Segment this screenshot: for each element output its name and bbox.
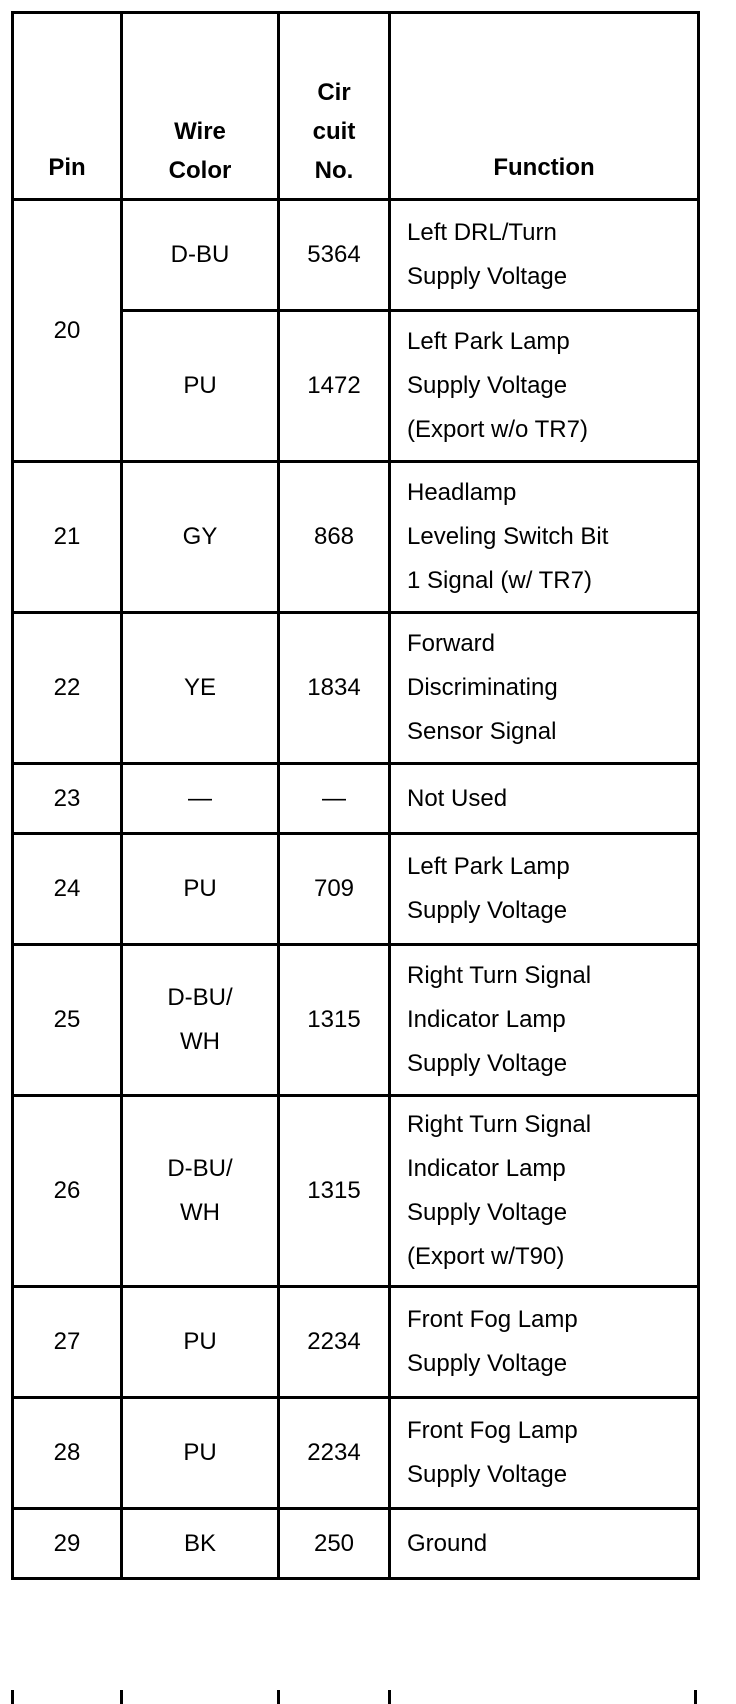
header-pin: Pin [13, 13, 122, 200]
circuit-cell: 1315 [279, 945, 390, 1096]
table-row [13, 462, 699, 613]
connector-pinout-table-wrapper [11, 11, 700, 1580]
circuit-cell: — [279, 764, 390, 834]
header-function: Function [390, 13, 699, 200]
function-cell: Right Turn Signal Indicator Lamp Supply Voltage (Export w/T90) [390, 1096, 699, 1287]
function-cell: Right Turn Signal Indicator Lamp Supply Voltage [390, 945, 699, 1096]
circuit-cell: 1315 [279, 1096, 390, 1287]
function-cell: Front Fog Lamp Supply Voltage [390, 1287, 699, 1398]
wire-color-cell: D-BU [122, 200, 279, 311]
table-row [13, 764, 699, 834]
column-line [11, 1690, 14, 1704]
table-continuation-lines [11, 1690, 697, 1704]
function-cell: Left DRL/Turn Supply Voltage [390, 200, 699, 311]
circuit-cell: 250 [279, 1509, 390, 1579]
pin-cell: 20 [13, 200, 122, 462]
circuit-cell: 2234 [279, 1398, 390, 1509]
pin-cell: 28 [13, 1398, 122, 1509]
table-row [13, 200, 699, 311]
wire-color-cell: PU [122, 311, 279, 462]
circuit-cell: 868 [279, 462, 390, 613]
function-cell: Forward Discriminating Sensor Signal [390, 613, 699, 764]
circuit-cell: 1472 [279, 311, 390, 462]
function-cell: Left Park Lamp Supply Voltage (Export w/o TR7) [390, 311, 699, 462]
connector-pinout-table [11, 11, 700, 1580]
column-line [277, 1690, 280, 1704]
circuit-cell: 5364 [279, 200, 390, 311]
function-cell: Not Used [390, 764, 699, 834]
function-cell: Left Park Lamp Supply Voltage [390, 834, 699, 945]
column-line [120, 1690, 123, 1704]
circuit-cell: 1834 [279, 613, 390, 764]
pin-cell: 25 [13, 945, 122, 1096]
wire-color-cell: D-BU/ WH [122, 945, 279, 1096]
table-row [13, 1398, 699, 1509]
table-row [13, 613, 699, 764]
header-wire-color: Wire Color [122, 13, 279, 200]
wire-color-cell: YE [122, 613, 279, 764]
pin-cell: 27 [13, 1287, 122, 1398]
pin-cell: 24 [13, 834, 122, 945]
circuit-cell: 709 [279, 834, 390, 945]
wire-color-cell: D-BU/ WH [122, 1096, 279, 1287]
table-row [13, 1096, 699, 1287]
header-row [13, 13, 699, 200]
header-circuit-no: Cir cuit No. [279, 13, 390, 200]
pin-cell: 23 [13, 764, 122, 834]
wire-color-cell: BK [122, 1509, 279, 1579]
function-cell: Front Fog Lamp Supply Voltage [390, 1398, 699, 1509]
pin-cell: 21 [13, 462, 122, 613]
table-row [13, 834, 699, 945]
table-row [13, 1287, 699, 1398]
function-cell: Headlamp Leveling Switch Bit 1 Signal (w/ TR7) [390, 462, 699, 613]
column-line [694, 1690, 697, 1704]
pin-cell: 22 [13, 613, 122, 764]
function-cell: Ground [390, 1509, 699, 1579]
column-line [388, 1690, 391, 1704]
wire-color-cell: PU [122, 834, 279, 945]
circuit-cell: 2234 [279, 1287, 390, 1398]
pin-cell: 26 [13, 1096, 122, 1287]
table-row [13, 1509, 699, 1579]
wire-color-cell: — [122, 764, 279, 834]
wire-color-cell: GY [122, 462, 279, 613]
wire-color-cell: PU [122, 1287, 279, 1398]
wire-color-cell: PU [122, 1398, 279, 1509]
table-row [13, 945, 699, 1096]
pin-cell: 29 [13, 1509, 122, 1579]
